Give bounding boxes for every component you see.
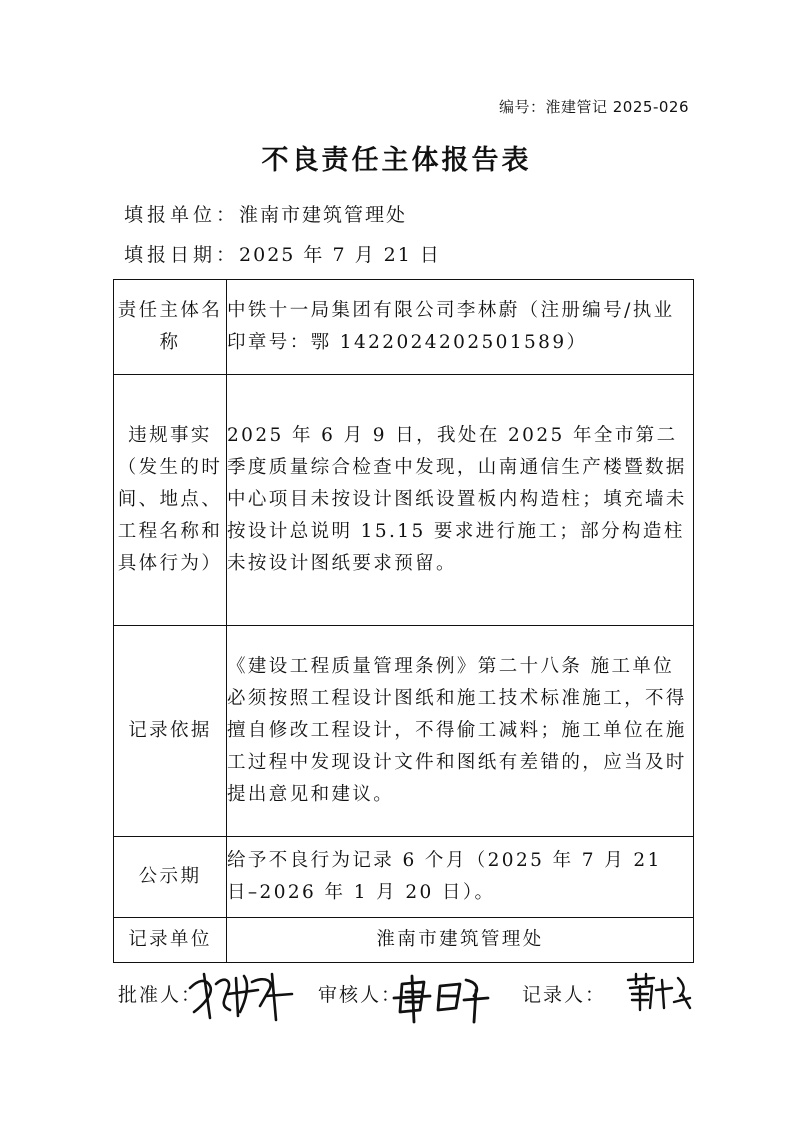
row-label-violation: 违规事实（发生的时间、地点、工程名称和具体行为） xyxy=(114,375,227,626)
row-value-period: 给予不良行为记录 6 个月（2025 年 7 月 21 日–2026 年 1 月 20 日）。 xyxy=(227,837,694,918)
table-row xyxy=(114,375,694,626)
meta-unit-line xyxy=(124,200,407,227)
row-label-basis: 记录依据 xyxy=(114,626,227,837)
date-value: 2025 年 7 月 21 日 xyxy=(239,244,441,266)
approver-label: 批准人： xyxy=(118,984,203,1006)
signature-area xyxy=(118,980,698,1030)
meta-date-line xyxy=(124,240,441,267)
report-table xyxy=(113,279,694,963)
reviewer-label: 审核人： xyxy=(318,984,403,1006)
row-value-violation: 2025 年 6 月 9 日，我处在 2025 年全市第二季度质量综合检查中发现，山南通信生产楼暨数据中心项目未按设计图纸设置板内构造柱；填充墙未按设计总说明 15.15 要求进行施工；部分构造柱未按设计图纸要求预留。 xyxy=(227,375,694,626)
approver-signature-icon xyxy=(180,966,300,1022)
reviewer-signature-icon xyxy=(390,970,490,1024)
page-title: 不良责任主体报告表 xyxy=(261,145,532,176)
date-label: 填报日期： xyxy=(124,244,240,266)
table-row xyxy=(114,918,694,963)
document-number: 编号：淮建管记 2025-026 xyxy=(499,98,689,116)
unit-value: 淮南市建筑管理处 xyxy=(239,204,408,226)
row-value-basis: 《建设工程质量管理条例》第二十八条 施工单位必须按照工程设计图纸和施工技术标准施工，不得擅自修改工程设计，不得偷工减料；施工单位在施工过程中发现设计文件和图纸有差错的，应当及时提出意见和建议。 xyxy=(227,626,694,837)
row-value-recorder-unit: 淮南市建筑管理处 xyxy=(227,918,694,963)
recorder-signature-icon xyxy=(624,972,694,1012)
table-row xyxy=(114,837,694,918)
row-label-recorder-unit: 记录单位 xyxy=(114,918,227,963)
recorder-label: 记录人： xyxy=(522,984,607,1006)
row-label-period: 公示期 xyxy=(114,837,227,918)
table-row xyxy=(114,280,694,375)
row-label-subject: 责任主体名称 xyxy=(114,280,227,375)
table-row xyxy=(114,626,694,837)
row-value-subject: 中铁十一局集团有限公司李林蔚（注册编号/执业印章号：鄂 1422024202501589） xyxy=(227,280,694,375)
unit-label: 填报单位： xyxy=(124,204,240,226)
